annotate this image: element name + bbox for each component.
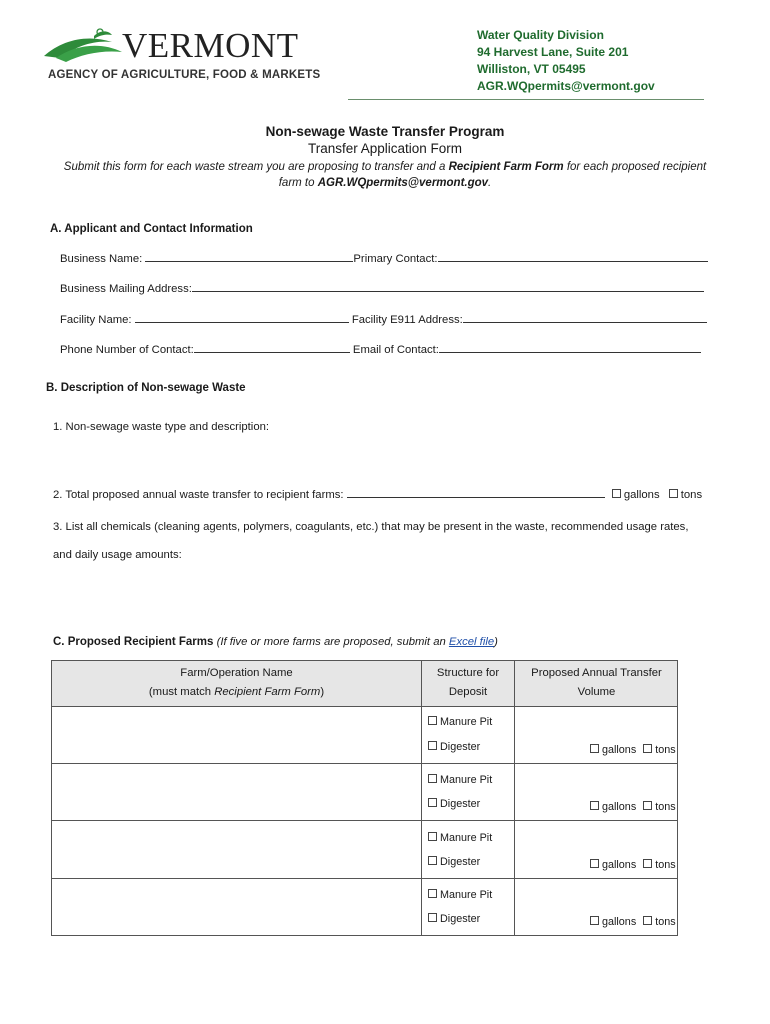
- question-3-line-1: 3. List all chemicals (cleaning agents, polymers, coagulants, etc.) that may be present in the waste, recommended usage rates,: [53, 521, 689, 533]
- mailing-address-row: Business Mailing Address:: [60, 281, 704, 295]
- farm-name-cell-4[interactable]: [52, 879, 421, 935]
- volume-units-1[interactable]: gallons tons: [590, 744, 676, 756]
- business-name-field[interactable]: [145, 251, 353, 262]
- division-email[interactable]: AGR.WQpermits@vermont.gov: [477, 79, 655, 93]
- farm-name-cell-1[interactable]: [52, 707, 421, 763]
- division-address-block: [477, 27, 655, 95]
- division-street: 94 Harvest Lane, Suite 201: [477, 45, 629, 59]
- volume-units-4[interactable]: gallons tons: [590, 916, 676, 928]
- question-2-row: 2. Total proposed annual waste transfer to recipient farms: gallons tons: [53, 489, 703, 501]
- manure-pit-option-1[interactable]: Manure Pit: [428, 716, 492, 728]
- facility-row: Facility Name: Facility E911 Address:: [60, 312, 707, 326]
- facility-e911-field[interactable]: [463, 312, 707, 323]
- manure-pit-option-2[interactable]: Manure Pit: [428, 774, 492, 786]
- page-subtitle: Transfer Application Form: [307, 141, 463, 156]
- section-b-heading: B. Description of Non-sewage Waste: [46, 382, 246, 394]
- digester-option-4[interactable]: Digester: [428, 913, 480, 925]
- header-divider: [348, 99, 704, 100]
- digester-option-3[interactable]: Digester: [428, 856, 480, 868]
- manure-pit-option-4[interactable]: Manure Pit: [428, 889, 492, 901]
- email-field[interactable]: [439, 342, 701, 353]
- business-name-row: Business Name: Primary Contact:: [60, 251, 708, 265]
- digester-option-2[interactable]: Digester: [428, 798, 480, 810]
- primary-contact-field[interactable]: [438, 251, 708, 262]
- facility-name-field[interactable]: [135, 312, 349, 323]
- section-a-heading: A. Applicant and Contact Information: [50, 223, 253, 235]
- intro-line-2: farm to AGR.WQpermits@vermont.gov.: [278, 177, 492, 189]
- phone-field[interactable]: [194, 342, 350, 353]
- manure-pit-option-3[interactable]: Manure Pit: [428, 832, 492, 844]
- digester-option-1[interactable]: Digester: [428, 741, 480, 753]
- tons-checkbox[interactable]: [669, 489, 678, 498]
- contact-row: Phone Number of Contact: Email of Contact:: [60, 342, 701, 356]
- division-city: Williston, VT 05495: [477, 62, 586, 76]
- farm-name-cell-3[interactable]: [52, 821, 421, 878]
- question-1: 1. Non-sewage waste type and description:: [53, 421, 270, 433]
- division-name: Water Quality Division: [477, 28, 604, 42]
- mailing-address-field[interactable]: [192, 281, 704, 292]
- col-header-volume: Proposed Annual Transfer Volume: [531, 667, 662, 698]
- excel-file-link[interactable]: Excel file: [448, 636, 495, 648]
- annual-transfer-field[interactable]: [347, 487, 605, 498]
- intro-email-link[interactable]: AGR.WQpermits@vermont.gov: [317, 177, 489, 189]
- volume-units-2[interactable]: gallons tons: [590, 801, 676, 813]
- logo-wordmark: VERMONT: [122, 26, 299, 65]
- col-header-farm-name: Farm/Operation Name (must match Recipient Farm Form): [148, 667, 325, 698]
- farm-name-cell-2[interactable]: [52, 764, 421, 820]
- volume-units-3[interactable]: gallons tons: [590, 859, 676, 871]
- gallons-checkbox[interactable]: [612, 489, 621, 498]
- question-3-line-2: and daily usage amounts:: [53, 549, 182, 561]
- intro-line-1: Submit this form for each waste stream you are proposing to transfer and a Recipient Farm Form for each proposed recipient: [63, 161, 707, 173]
- page-title: Non-sewage Waste Transfer Program: [265, 124, 505, 139]
- col-header-structure: Structure for Deposit: [436, 667, 500, 698]
- logo-agency-name: AGENCY OF AGRICULTURE, FOOD & MARKETS: [48, 69, 321, 81]
- section-c-heading-row: C. Proposed Recipient Farms (If five or more farms are proposed, submit an Excel file): [53, 636, 498, 648]
